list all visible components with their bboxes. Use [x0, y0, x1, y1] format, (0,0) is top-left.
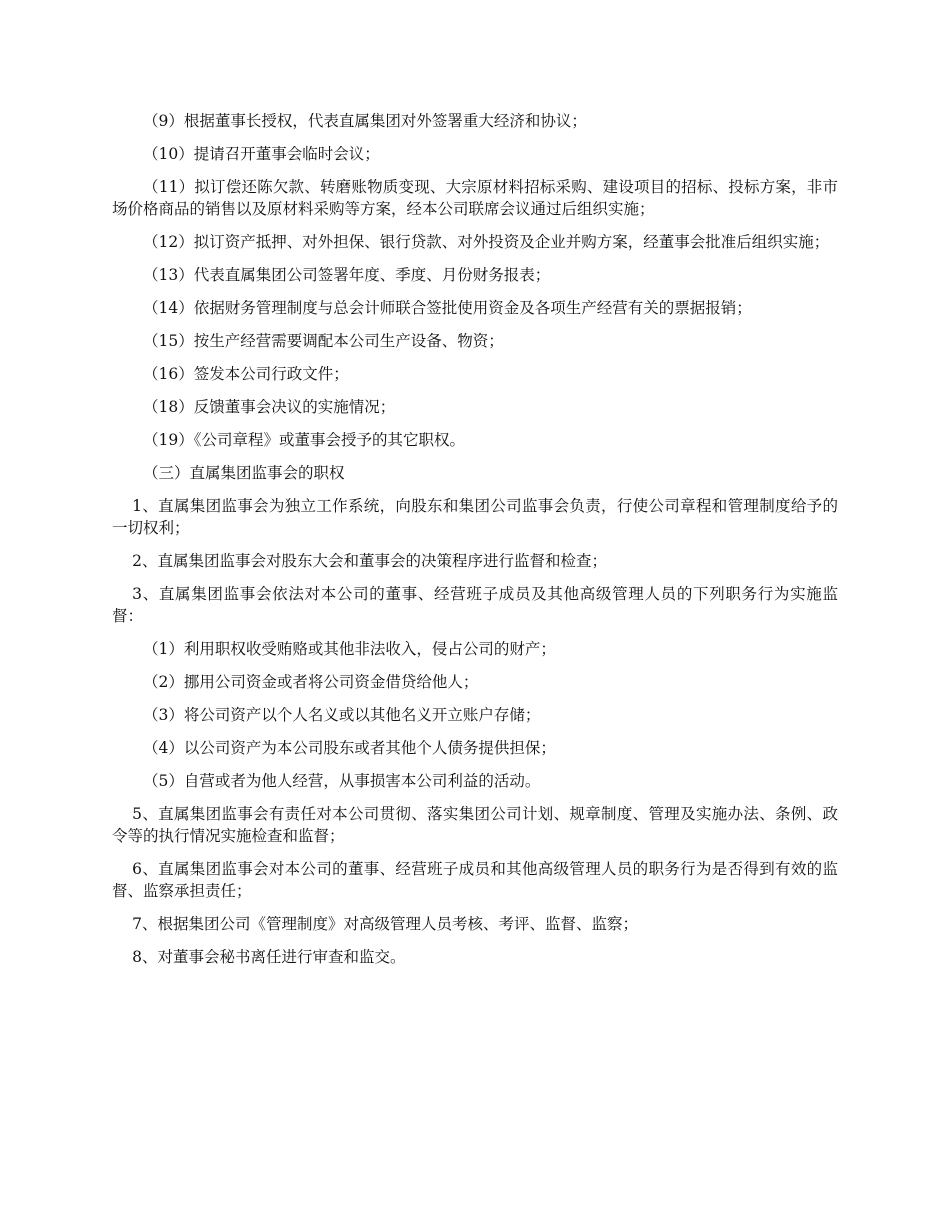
section-heading: （三）直属集团监事会的职权 — [143, 464, 345, 482]
document-body — [112, 110, 838, 979]
paragraph-point-1: 1、直属集团监事会为独立工作系统，向股东和集团公司监事会负责，行使公司章程和管理制度给予的一切权利； — [112, 497, 838, 537]
paragraph-item-9: （9）根据董事长授权，代表直属集团对外签署重大经济和协议； — [143, 112, 587, 130]
paragraph-point-8: 8、对董事会秘书离任进行审查和监交。 — [132, 948, 406, 966]
paragraph-subitem-3: （3）将公司资产以个人名义或以其他名义开立账户存储； — [143, 706, 541, 724]
paragraph-item-11: （11）拟订偿还陈欠款、转磨账物质变现、大宗原材料招标采购、建设项目的招标、投标方案，非市场价格商品的销售以及原材料采购等方案，经本公司联席会议通过后组织实施； — [112, 178, 838, 218]
paragraph-item-13: （13）代表直属集团公司签署年度、季度、月份财务报表； — [143, 266, 551, 284]
paragraph-item-12: （12）拟订资产抵押、对外担保、银行贷款、对外投资及企业并购方案，经董事会批准后组织实施； — [143, 233, 830, 251]
paragraph-item-15: （15）按生产经营需要调配本公司生产设备、物资； — [143, 332, 504, 350]
paragraph-subitem-4: （4）以公司资产为本公司股东或者其他个人债务提供担保； — [143, 739, 556, 757]
paragraph-item-19: （19）《公司章程》或董事会授予的其它职权。 — [143, 431, 465, 449]
paragraph-point-3: 3、直属集团监事会依法对本公司的董事、经营班子成员及其他高级管理人员的下列职务行为实施监督： — [112, 585, 838, 625]
paragraph-point-5: 5、直属集团监事会有责任对本公司贯彻、落实集团公司计划、规章制度、管理及实施办法、条例、政令等的执行情况实施检查和监督； — [112, 805, 838, 845]
paragraph-item-16: （16）签发本公司行政文件； — [143, 365, 349, 383]
paragraph-subitem-1: （1）利用职权收受贿赂或其他非法收入，侵占公司的财产； — [143, 640, 556, 658]
paragraph-subitem-2: （2）挪用公司资金或者将公司资金借贷给他人； — [143, 673, 479, 691]
paragraph-subitem-5: （5）自营或者为他人经营，从事损害本公司利益的活动。 — [143, 772, 541, 790]
paragraph-point-6: 6、直属集团监事会对本公司的董事、经营班子成员和其他高级管理人员的职务行为是否得到有效的监督、监察承担责任； — [112, 860, 838, 900]
paragraph-item-18: （18）反馈董事会决议的实施情况； — [143, 398, 396, 416]
paragraph-point-7: 7、根据集团公司《管理制度》对高级管理人员考核、考评、监督、监察； — [132, 915, 639, 933]
paragraph-item-14: （14）依据财务管理制度与总会计师联合签批使用资金及各项生产经营有关的票据报销； — [143, 299, 752, 317]
paragraph-point-2: 2、直属集团监事会对股东大会和董事会的决策程序进行监督和检查； — [132, 552, 608, 570]
paragraph-item-10: （10）提请召开董事会临时会议； — [143, 145, 380, 163]
